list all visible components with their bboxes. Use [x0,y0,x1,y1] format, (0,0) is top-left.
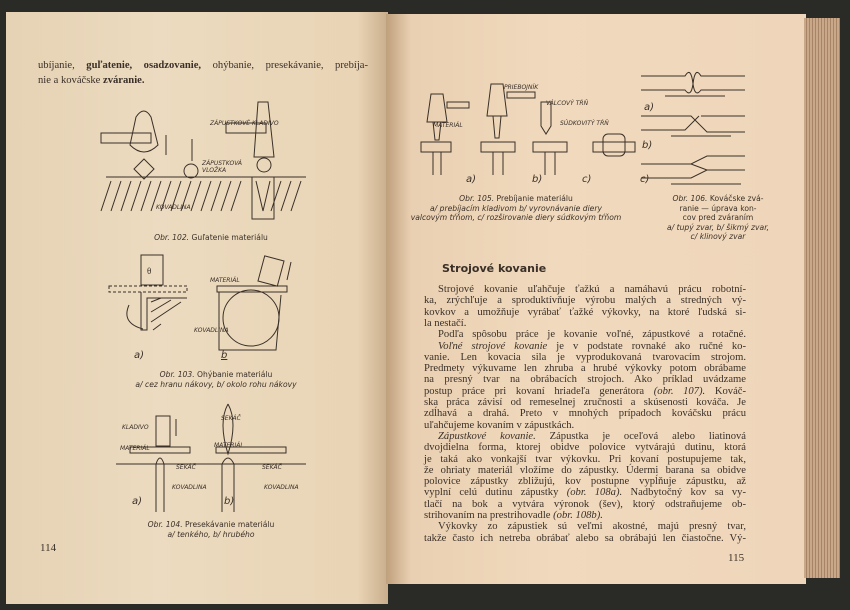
text-line [424,510,746,521]
subcaption-line: valcovým tŕňom, c/ rozširovanie diery súdkovým tŕňom [410,213,622,223]
emphasized-text: (obr. 107). [653,385,706,397]
label-material-a: MATERIÁL [120,445,150,452]
text-segment: Nadbytočný kov sa vy- [622,487,747,499]
emphasized-text: (obr. 108b). [553,510,603,521]
svg-text:θ: θ [147,266,152,276]
figure-number: Obr. 103. [159,370,195,379]
label-b: b) [642,140,653,151]
label-material: MATERIÁL [210,277,240,284]
text-segment: vanie. Len kovacia sila je vyprodukovaná tvarovacím strojom. [424,351,746,363]
label-a: a) [644,102,655,113]
text-line [424,341,746,352]
label-b: b [221,350,228,361]
caption-text: Ohýbanie materiálu [197,370,273,379]
right-page [386,14,806,584]
text-segment: takže často ich netreba obrábať alebo sa obrábajú len čiastočne. Vý- [424,532,746,544]
subcaption-line: a/ tupý zvar, b/ šikmý zvar, [666,222,770,232]
section-heading: Strojové kovanie [442,262,547,275]
bending-illustration [101,250,301,355]
text-segment: uľahčujeme kovaním v zápustkách. [424,419,575,431]
text-line [424,307,746,318]
text-segment: ohýbanie, presekávanie, prebíja- [201,60,368,71]
text-segment: že ohriaty materiál vložíme do zápustky. Údermi barana sa obidve [424,464,746,476]
label-a: a) [466,174,477,185]
label-c: c) [640,174,650,185]
text-line [38,60,368,71]
text-segment: ska práca závisí od remeselnej zručnosti a skúsenosti kováča. Je [424,397,746,408]
subcaption-line: a/ prebíjacím kladivom b/ vyrovnávanie diery [430,203,602,213]
figure-103-caption [101,370,331,389]
emphasized-text: Voľné strojové kovanie [438,340,548,352]
label-c: c) [582,174,592,185]
label-hammer: KLADIVO [122,424,149,431]
text-line [38,75,368,86]
text-line [424,533,746,544]
label-b: b) [532,174,543,185]
text-line [424,374,746,385]
text-line [424,363,746,374]
label-anvil-b: KOVADLINA [264,484,299,491]
emphasized-text: (obr. 108a). [566,487,623,499]
page-number-right: 115 [728,552,745,564]
figure-102-caption [96,233,326,243]
text-line [424,476,746,487]
caption-line: ranie — úprava kon- [679,203,757,213]
text-segment: ka, zrýchľuje a sproduktívňuje výrobu malých a stredných vý- [424,295,746,307]
label-material: MATERIÁL [433,122,463,129]
figure-number: Obr. 105. [459,194,495,203]
left-page [6,12,388,604]
label-cylindrical-mandrel: VÁLCOVÝ TŔŇ [546,100,589,107]
text-line [424,521,746,532]
figure-104-caption [101,520,321,539]
label-anvil: KOVADLINA [156,204,191,211]
text-segment: Podľa spôsobu práce je kovanie voľné, zápustkové a rotačné. [438,329,746,341]
text-line [424,454,746,465]
text-line [424,397,746,408]
text-segment: ubíjanie, [38,60,87,71]
figure-106-caption [654,194,782,242]
figure-number: Obr. 104. [147,520,183,529]
label-a: a) [134,350,145,361]
emphasized-text: Zápustkové kovanie. [438,430,536,442]
subcaption-text: a/ tenkého, b/ hrubého [167,529,255,539]
text-segment: Kováč- [705,385,746,397]
text-segment: Strojové kovanie uľahčuje ťažkú a namáhavú prácu robotní- [438,284,746,295]
label-chisel-top: SEKÁČ [221,415,241,422]
text-segment: postup práce pri kovaní hriadeľa generátora [424,385,654,397]
caption-text: Presekávanie materiálu [185,520,275,529]
text-line [424,431,746,442]
emphasized-text: guľatenie, osadzovanie, [86,60,202,71]
text-segment: la nestačí. [424,317,467,329]
text-segment: je v podstate rovnaké ako ručné ko- [547,340,746,352]
text-line [424,284,746,295]
text-segment: Zápustka je oceľová alebo liatinová [535,430,746,442]
page-number-left: 114 [40,542,57,554]
text-segment: nie a kováčske [38,74,104,86]
text-line [424,408,746,419]
text-segment: vyplní celú dutinu zápustky [424,487,567,499]
text-segment: je taká ako vonkajší tvar výkovku. Pri kovaní postupujeme tak, [424,453,746,465]
caption-text: Guľatenie materiálu [191,233,268,242]
label-chisel-b: SEKÁČ [262,464,282,471]
label-die-insert: ZÁPUSTKOVÁ VLOŽKA [202,160,242,174]
text-line [424,465,746,476]
text-segment: Predmety výkuvame len zhruba a hrubé výkovky potom obrábame [424,363,746,375]
text-line [424,329,746,340]
label-chisel-a: SEKÁČ [176,464,196,471]
welding-illustration [641,66,756,186]
cutting-illustration [116,404,316,514]
subcaption-line: c/ klinový zvar [690,232,746,242]
figure-105-caption [396,194,636,223]
subcaption-text: a/ cez hranu nákovy, b/ okolo rohu nákovy [135,379,297,389]
text-segment: zdĺhavá a drahá. Preto v mnohých prípadoch kováčsku prácu [424,408,746,420]
emphasized-text: zváranie. [103,74,145,86]
text-segment: dvojdielna forma, ktorej obidve polovice vytvárajú dutinu, ktorá [424,442,746,454]
text-segment: strihovaním na prestrihovadle [424,510,554,521]
label-a: a) [132,496,143,507]
text-line [424,295,746,306]
text-line [424,386,746,397]
figure-number: Obr. 106. [672,194,708,203]
text-segment: kovkov a umožňuje vyrábať ťažké výkovky, na ktoré ľudská si- [424,306,746,318]
page-edges [804,18,840,578]
label-b: b) [224,496,235,507]
text-segment: tlačí na bok a vytvára výronok (šev), ktorý odstraňujeme ob- [424,498,746,510]
label-die-hammer: ZÁPUSTKOVÉ KLADIVO [210,120,279,127]
text-line [424,499,746,510]
caption-line: Kováčske zvá- [709,194,764,203]
text-line [424,318,746,329]
text-line [424,487,746,498]
text-segment: na presný tvar na obrábacích strojoch. Ako príklad uvádzame [424,374,746,386]
label-barrel-mandrel: SÚDKOVITÝ TŔŇ [560,120,609,127]
figure-number: Obr. 102. [154,233,190,242]
text-line [424,352,746,363]
label-anvil-a: KOVADLINA [172,484,207,491]
text-segment: polovice zápustky zbližujú, kov postupne vypĺňuje zápustku, až [424,476,746,488]
text-segment: Výkovky zo zápustiek sú veľmi akostné, majú presný tvar, [438,521,746,533]
caption-line: cov pred zváraním [682,213,754,223]
label-material-b: MATERIÁL [214,442,244,449]
text-line [424,420,746,431]
label-punch: PRIEBOJNÍK [504,84,539,91]
label-anvil: KOVADLINA [194,327,229,334]
caption-text: Prebíjanie materiálu [496,194,573,203]
text-line [424,442,746,453]
